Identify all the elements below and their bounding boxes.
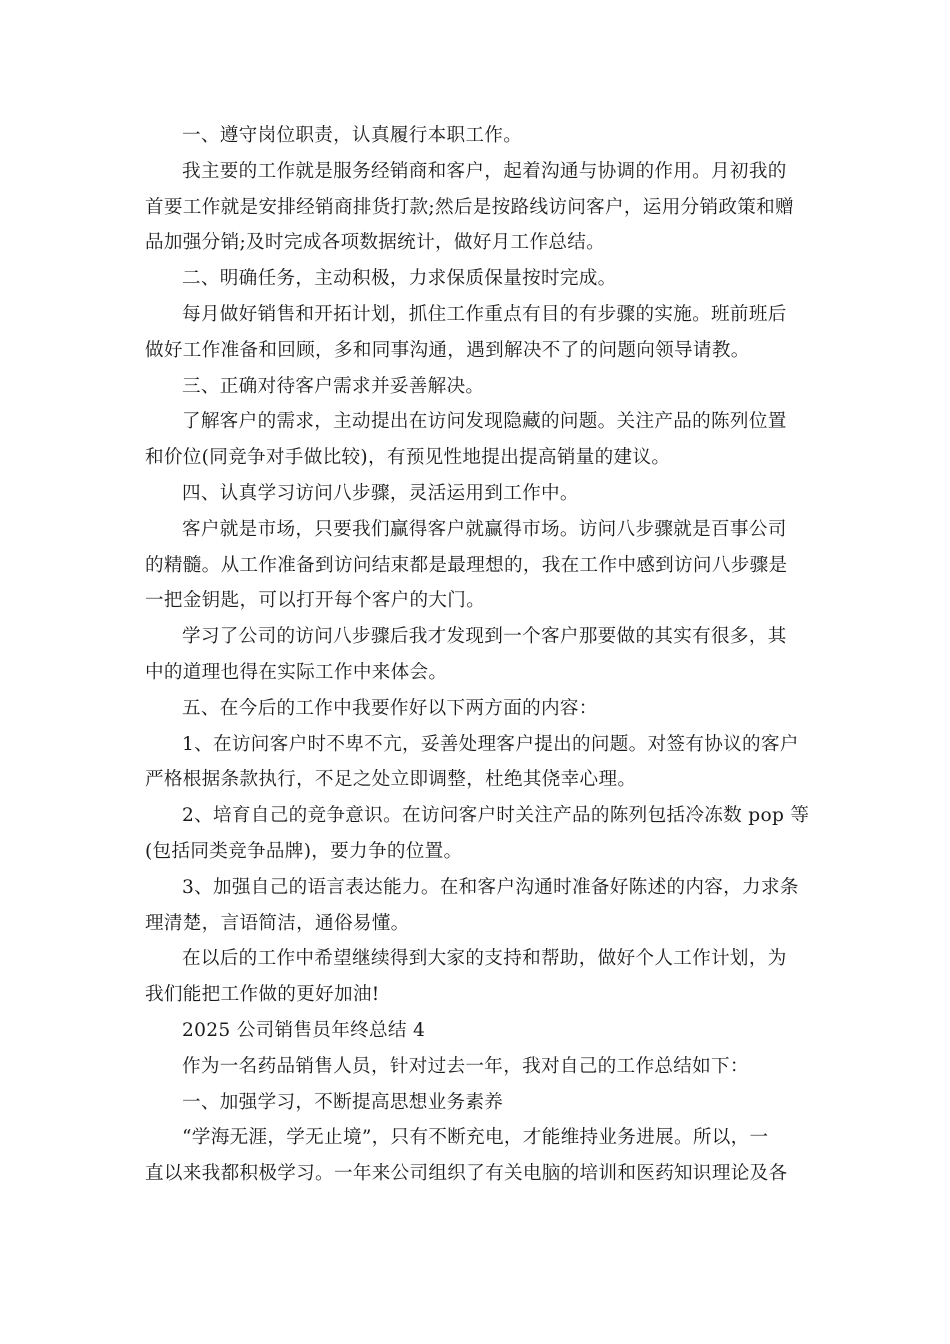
text-line: 的精髓。从工作准备到访问结束都是最理想的，我在工作中感到访问八步骤是 xyxy=(145,554,788,576)
text-line: 作为一名药品销售人员，针对过去一年，我对自己的工作总结如下： xyxy=(182,1055,749,1077)
text-line: 2、培育自己的竞争意识。在访问客户时关注产品的陈列包括冷冻数 pop 等 xyxy=(182,805,810,827)
text-line: 我们能把工作做的更好加油! xyxy=(145,984,380,1006)
text-line: 和价位(同竞争对手做比较)，有预见性地提出提高销量的建议。 xyxy=(145,447,671,469)
text-line: 了解客户的需求，主动提出在访问发现隐藏的问题。关注产品的陈列位置 xyxy=(182,411,787,433)
text-line: 我主要的工作就是服务经销商和客户，起着沟通与协调的作用。月初我的 xyxy=(182,160,787,182)
text-line: 在以后的工作中希望继续得到大家的支持和帮助，做好个人工作计划，为 xyxy=(182,948,787,970)
text-line: 二、明确任务，主动积极，力求保质保量按时完成。 xyxy=(182,268,617,290)
text-line: 一、加强学习，不断提高思想业务素养 xyxy=(182,1091,504,1113)
text-line: 直以来我都积极学习。一年来公司组织了有关电脑的培训和医药知识理论及各 xyxy=(145,1163,788,1185)
text-line: 中的道理也得在实际工作中来体会。 xyxy=(145,661,448,683)
text-line: 客户就是市场，只要我们赢得客户就赢得市场。访问八步骤就是百事公司 xyxy=(182,518,787,540)
text-line: 首要工作就是安排经销商排货打款;然后是按路线访问客户，运用分销政策和赠 xyxy=(145,196,794,218)
text-line: 一、遵守岗位职责，认真履行本职工作。 xyxy=(182,125,523,146)
text-line: “学海无涯，学无止境”，只有不断充电，才能维持业务进展。所以，一 xyxy=(182,1127,769,1149)
text-line: 做好工作准备和回顾，多和同事沟通，遇到解决不了的问题向领导请教。 xyxy=(145,339,750,361)
text-line: 学习了公司的访问八步骤后我才发现到一个客户那要做的其实有很多，其 xyxy=(182,626,787,648)
text-line: 2025 公司销售员年终总结 4 xyxy=(182,1019,426,1041)
text-line: (包括同类竞争品牌)，要力争的位置。 xyxy=(145,840,463,862)
text-line: 品加强分销;及时完成各项数据统计，做好月工作总结。 xyxy=(145,232,606,254)
text-line: 理清楚，言语简洁，通俗易懂。 xyxy=(145,912,410,934)
document-body xyxy=(145,118,810,1192)
text-line: 四、认真学习访问八步骤，灵活运用到工作中。 xyxy=(182,482,579,504)
text-line: 3、加强自己的语言表达能力。在和客户沟通时准备好陈述的内容，力求条 xyxy=(182,876,799,898)
text-line: 五、在今后的工作中我要作好以下两方面的内容： xyxy=(182,697,598,719)
text-line: 三、正确对待客户需求并妥善解决。 xyxy=(182,375,485,397)
text-line: 严格根据条款执行，不足之处立即调整，杜绝其侥幸心理。 xyxy=(145,769,637,791)
text-line: 一把金钥匙，可以打开每个客户的大门。 xyxy=(145,590,486,612)
text-line: 每月做好销售和开拓计划，抓住工作重点有目的有步骤的实施。班前班后 xyxy=(182,303,787,325)
text-line: 1、在访问客户时不卑不亢，妥善处理客户提出的问题。对签有协议的客户 xyxy=(182,733,799,755)
